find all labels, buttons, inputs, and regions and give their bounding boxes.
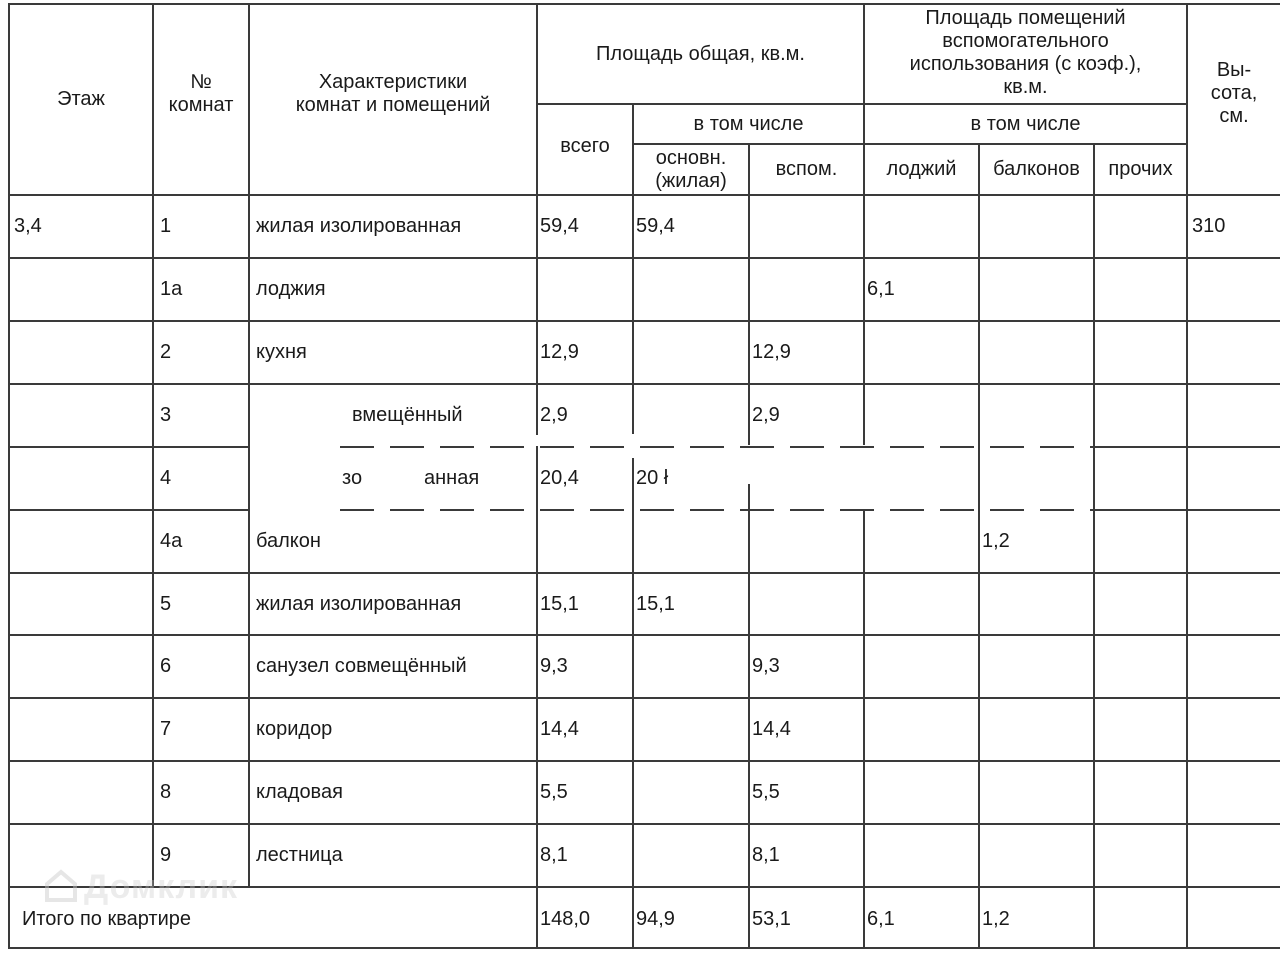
header-balconies-text: балконов — [993, 158, 1080, 180]
cell-room-no: 8 — [160, 781, 172, 803]
cell-room-no: 5 — [160, 593, 172, 615]
header-characteristics-line1: Характеристики — [318, 70, 468, 93]
cell-room-no: 1а — [160, 278, 183, 300]
header-aux-area-line3: использования (с коэф.), — [909, 53, 1142, 75]
cell-aux: 8,1 — [752, 844, 780, 866]
header-height — [1188, 5, 1280, 194]
grid-line — [8, 257, 1280, 259]
header-including-1 — [634, 105, 863, 143]
header-room-no — [154, 5, 248, 194]
cell-name: лоджия — [256, 278, 326, 300]
grid-line — [8, 509, 248, 511]
cell-balcony: 1,2 — [982, 530, 1010, 552]
grid-line-dashed — [340, 509, 1093, 511]
grid-line-dashed — [340, 446, 1093, 448]
header-including-2-text: в том числе — [970, 112, 1081, 135]
cell-aux: 12,9 — [752, 341, 791, 363]
cell-main: 59,4 — [636, 215, 675, 237]
cell-name: лестница — [256, 844, 343, 866]
totals-main: 94,9 — [636, 908, 675, 930]
header-total-area-text: Площадь общая, кв.м. — [596, 42, 805, 65]
cell-room-no: 7 — [160, 718, 172, 740]
totals-aux: 53,1 — [752, 908, 791, 930]
totals-balcony: 1,2 — [982, 908, 1010, 930]
cell-total: 5,5 — [540, 781, 568, 803]
cell-name: коридор — [256, 718, 333, 740]
cell-name: санузел совмещённый — [256, 655, 467, 677]
grid-line — [748, 484, 750, 949]
grid-line — [8, 823, 1280, 825]
header-main-line2: (жилая) — [655, 169, 727, 192]
grid-line — [8, 572, 1280, 574]
cell-floor: 3,4 — [14, 215, 42, 237]
cell-name: балкон — [256, 530, 321, 552]
cell-name: кладовая — [256, 781, 343, 803]
cell-name: вмещённый — [352, 404, 463, 426]
grid-line — [1093, 143, 1095, 949]
grid-line — [536, 3, 538, 435]
cell-room-no: 6 — [160, 655, 172, 677]
cell-aux: 2,9 — [752, 404, 780, 426]
cell-total: 20,4 — [540, 467, 579, 489]
totals-total: 148,0 — [540, 908, 591, 930]
header-including-2 — [865, 105, 1186, 143]
watermark: Домклик — [84, 868, 239, 906]
grid-line — [1186, 3, 1188, 949]
grid-line — [8, 697, 1280, 699]
grid-line — [632, 143, 1186, 145]
cell-aux: 9,3 — [752, 655, 780, 677]
grid-line — [632, 103, 634, 434]
cell-room-no: 2 — [160, 341, 172, 363]
header-height-line1: Вы- — [1216, 59, 1252, 81]
cell-total: 12,9 — [540, 341, 579, 363]
cell-height: 310 — [1192, 215, 1226, 237]
table-border-bottom — [8, 947, 1280, 949]
cell-loggia: 6,1 — [867, 278, 895, 300]
grid-line — [8, 634, 1280, 636]
cell-room-no: 4 — [160, 467, 172, 489]
cell-main: 15,1 — [636, 593, 675, 615]
header-characteristics — [250, 5, 536, 194]
table-border-left — [8, 3, 10, 949]
grid-line — [863, 3, 865, 445]
cell-total: 15,1 — [540, 593, 579, 615]
header-other — [1095, 145, 1186, 194]
grid-line — [8, 320, 1280, 322]
cell-name: жилая изолированная — [256, 215, 462, 237]
totals-label: Итого по квартире — [22, 908, 192, 930]
header-total-area — [538, 5, 863, 103]
cell-name: кухня — [256, 341, 307, 363]
cell-total: 8,1 — [540, 844, 568, 866]
grid-line — [632, 458, 634, 949]
grid-line — [8, 194, 1280, 196]
cell-total: 14,4 — [540, 718, 579, 740]
header-main — [634, 145, 748, 194]
grid-line — [8, 383, 1280, 385]
cell-total: 59,4 — [540, 215, 579, 237]
cell-aux: 14,4 — [752, 718, 791, 740]
header-characteristics-line2: комнат и помещений — [295, 93, 491, 116]
cell-aux: 5,5 — [752, 781, 780, 803]
grid-line — [863, 509, 865, 949]
grid-line — [536, 446, 538, 949]
header-other-text: прочих — [1108, 158, 1173, 180]
header-height-line2: сота, — [1210, 82, 1258, 104]
grid-line — [152, 3, 154, 886]
cell-total: 9,3 — [540, 655, 568, 677]
header-loggias — [865, 145, 978, 194]
header-height-line3: см. — [1219, 105, 1249, 127]
cell-room-no: 3 — [160, 404, 172, 426]
header-aux-area-line1: Площадь помещений — [925, 7, 1126, 29]
header-aux — [750, 145, 863, 194]
grid-line — [748, 143, 750, 445]
cell-total: 2,9 — [540, 404, 568, 426]
grid-line — [248, 3, 250, 886]
totals-loggia: 6,1 — [867, 908, 895, 930]
grid-line — [8, 446, 248, 448]
header-balconies — [980, 145, 1093, 194]
cell-name: зо — [342, 467, 363, 489]
header-aux-area-line2: вспомогательного — [942, 30, 1109, 52]
header-including-1-text: в том числе — [693, 112, 804, 135]
cell-room-no: 1 — [160, 215, 172, 237]
grid-line — [978, 143, 980, 949]
header-room-no-word: комнат — [168, 93, 234, 116]
cell-room-no: 9 — [160, 844, 172, 866]
cell-name-part2: анная — [424, 467, 480, 489]
header-main-line1: основн. — [655, 146, 727, 169]
header-aux-area — [865, 3, 1186, 103]
grid-line — [8, 760, 1280, 762]
cell-name: жилая изолированная — [256, 593, 462, 615]
house-watermark-icon — [44, 868, 78, 902]
header-floor-text: Этаж — [57, 88, 105, 110]
header-aux-area-line4: кв.м. — [1003, 76, 1048, 98]
cell-room-no: 4а — [160, 530, 183, 552]
cell-main: 20 ł — [636, 467, 669, 489]
header-aux-text: вспом. — [775, 158, 838, 180]
header-floor — [10, 5, 152, 194]
header-loggias-text: лоджий — [886, 158, 957, 180]
header-total — [538, 105, 632, 194]
table-border-top — [8, 3, 1280, 5]
header-room-no-sign: № — [190, 70, 212, 93]
header-total-text: всего — [560, 135, 610, 157]
